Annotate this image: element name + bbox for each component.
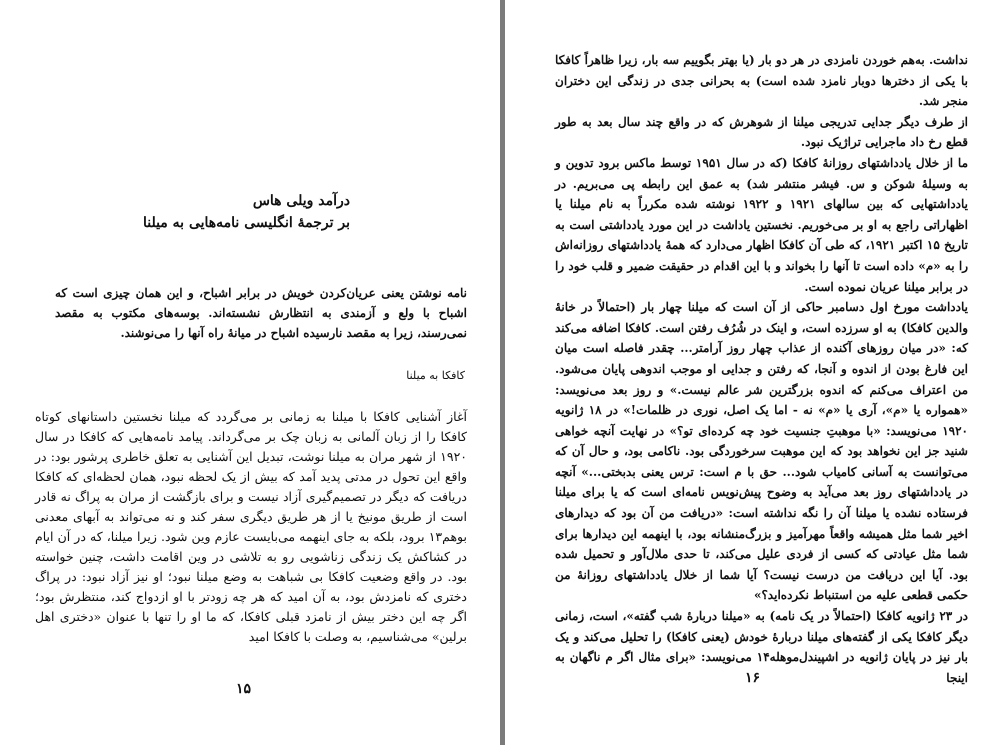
page-number-left: ۱۵: [236, 681, 252, 697]
right-body-text: [555, 50, 968, 688]
paragraph: یادداشت مورخ اول دسامبر حاکی از آن است که میلنا چهار بار (احتمالاً در خانهٔ والدین کافکا) به او سرزده است، و اینک در شُرُف رفتن است. کافکا اضافه می‌کند که: «در میان روزهای آکنده از عذاب چهار روز آرامتر... چقدر فاصله است میان این فارغ بودن از اندوه و آنجا، که رفتن و جدایی او موجب اندوهی پایان می‌شود. من اعتراف می‌کنم که اندوه بزرگترین شر عالم نیست.» و روز بعد می‌نویسد: «همواره یا «م»، آری یا «م» نه - اما یک اصل، نوری در ظلمات!» در ۱۸ ژانویه ۱۹۲۰ می‌نویسد: «با موهبتِ جنسیت خود چه کرده‌ای تو؟» در نهایت آنچه خواهی شنید جز این نخواهد بود که این موهبت سرخوردگی بود. ناکامی بود، و حال آن که می‌توانست به آسانی کامیاب شود... حق با م است: ترس یعنی بدبختی...» آنچه در یادداشتهای روز بعد می‌آید به وضوح پیش‌نویس نامه‌ای است که یا برای میلنا فرستاده نشده یا میلنا آن را نگه نداشته است: «دریافت من آن بود که دیدارهای اخیر شما مثل همیشه واقعاً مهرآمیز و بزرگ‌منشانه بود، با اینهمه این دیدارها برای شما مثل عیادتی که کسی از فردی علیل می‌کند، تا حدی ملال‌آور و تحمیل شده بود. آیا این دریافت من درست نیست؟ آیا شما از خلال یادداشتهای روزانهٔ من حکمی قطعی علیه من استنباط نکرده‌اید؟»: [555, 300, 968, 603]
page-number-right: ۱۶: [745, 670, 761, 686]
paragraph: در ۲۳ ژانویه کافکا (احتمالاً در یک نامه) به «میلنا دربارهٔ شب گفته»، است، زمانی دیگر کافکا یکی از گفته‌های میلنا دربارهٔ خودش (یعنی کافکا) را تحلیل می‌کند و یک بار نیز در پایان ژانویه در اشپیندل‌موهله۱۴ می‌نویسد: «برای مثال اگر م ناگهان به اینجا: [555, 609, 969, 685]
paragraph: از طرف دیگر جدایی تدریجی میلنا از شوهرش که در واقع چند سال بعد به طور قطع رخ داد ماجرایی تراژیک نبود.: [555, 114, 968, 150]
paragraph: نداشت. به‌هم خوردن نامزدی در هر دو بار (یا بهتر بگوییم سه بار، زیرا ظاهراً کافکا با یکی از دخترها دوبار نامزد شده است) به بحرانی جدی در زندگی این دختران منجر شد.: [555, 53, 968, 109]
left-body-text: [35, 407, 467, 647]
chapter-heading: [50, 190, 350, 234]
chapter-subtitle: بر ترجمهٔ انگلیسی نامه‌هایی به میلنا: [142, 215, 350, 231]
chapter-title: درآمد ویلی هاس: [252, 193, 350, 209]
paragraph: آغاز آشنایی کافکا با میلنا به زمانی بر می‌گردد که میلنا نخستین داستانهای کوتاه کافکا را از زبان آلمانی به زبان چک بر می‌گرداند. پیامد نامه‌هایی که کافکا در سال ۱۹۲۰ از شهر مران به میلنا نوشت، تبدیل این آشنایی به تعلق خاطری پرشور بود: در واقع این تحول در مدتی پدید آمد که بیش از یک لحظه نبود، همان لحظه‌ای که کافکا دریافت که دیگر در تصمیم‌گیری آزاد نیست و برای بازگشت از مران به پراگ نه قادر است از طریق مونیخ یا از هر طریق دیگری سفر کند و نه می‌تواند به آبهای معدنی بوهم۱۳ برود، بلکه به جای اینهمه می‌بایست عازم وین شود. زیرا میلنا، که در آن ایام در کشاکش یک زندگی زناشویی رو به تلاشی در وین اقامت داشت، چنین خواسته بود. در واقع وضعیت کافکا بی شباهت به وضع میلنا نبود؛ او نیز آزاد نبود: در پراگ دختری که نامزدش بود، به آن امید که هر چه زودتر با او ازدواج کند، منتظرش بود؛ اگر چه این دختر بیش از نامزد قبلی کافکا، که ما او را تنها با عنوان «دختری اهل برلین» می‌شناسیم، به وصلت با کافکا امید: [35, 409, 467, 644]
epigraph: نامه نوشتن یعنی عریان‌کردن خویش در برابر اشباح، و این همان چیزی است که اشباح با ولع و آزمندی به انتظارش نشسته‌اند. بوسه‌های مکتوب به مقصد نمی‌رسند، زیرا به مقصد نارسیده اشباح در میانهٔ راه آنها را می‌نوشند.: [55, 286, 467, 340]
epigraph-source: کافکا به میلنا: [406, 369, 465, 382]
paragraph: ما از خلال یادداشتهای روزانهٔ کافکا (که در سال ۱۹۵۱ توسط ماکس برود تدوین و به وسیلهٔ شوکن و س. فیشر منتشر شد) به عمق این رابطه پی می‌بریم. در یادداشتهایی که بین سالهای ۱۹۲۱ و ۱۹۲۲ نوشته شده مکرراً به نام میلنا یا اظهاراتی راجع به او بر می‌خوریم. نخستین یاداشت در این مورد یادداشتی است به تاریخ ۱۵ اکتبر ۱۹۲۱، که طی آن کافکا اظهار می‌دارد که همهٔ یادداشتهای روزانه‌اش را به «م» داده است تا آنها را بخواند و با این اقدام در حقیقت ضمیر و قلب خود را در برابر میلنا عریان نموده است.: [555, 155, 969, 294]
